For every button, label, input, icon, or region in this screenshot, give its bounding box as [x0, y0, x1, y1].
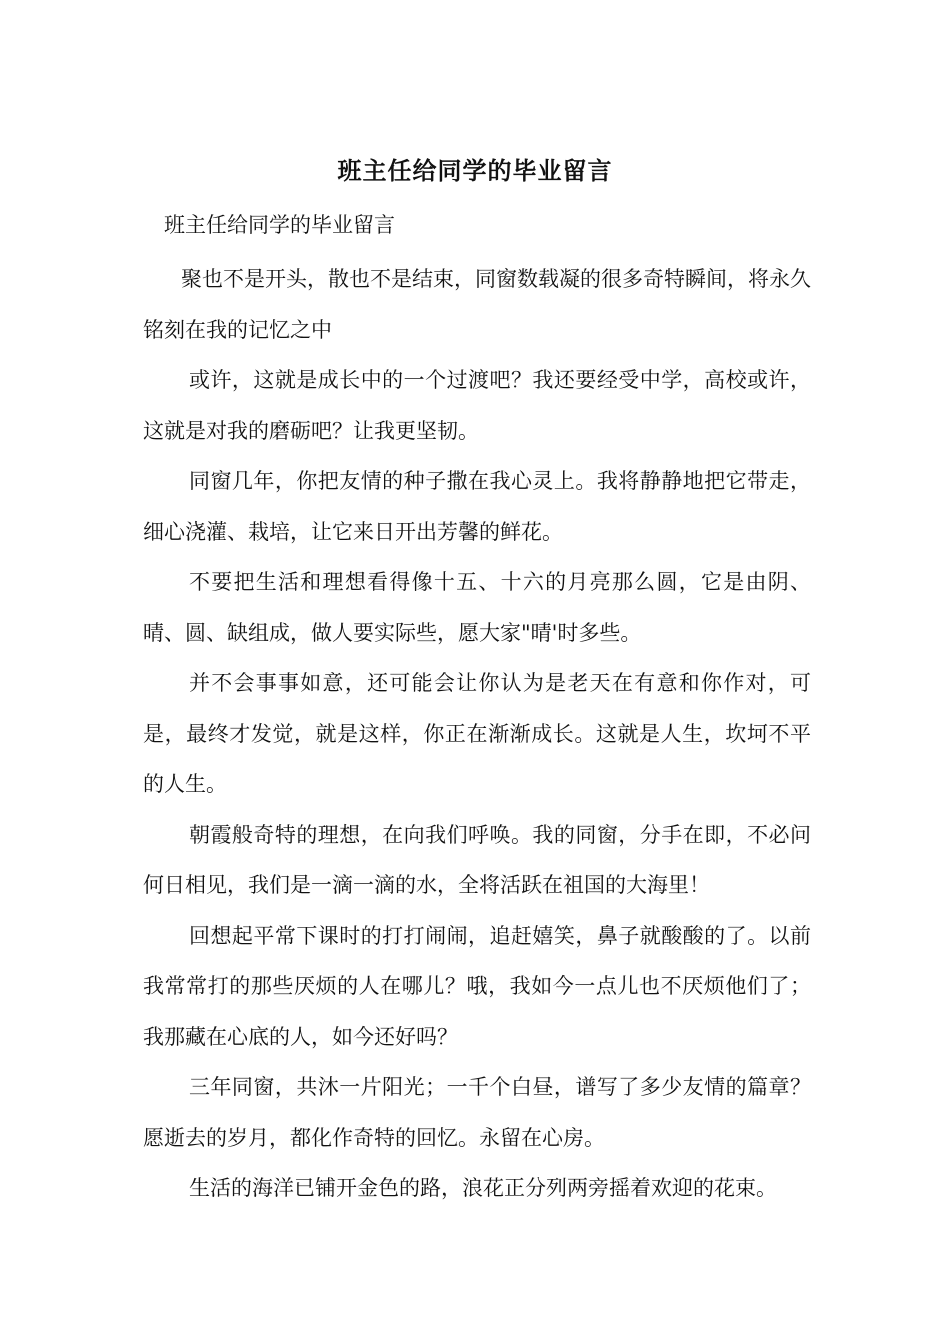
paragraph: 聚也不是开头，散也不是结束，同窗数载凝的很多奇特瞬间，将永久铭刻在我的记忆之中	[143, 267, 811, 342]
paragraph: 朝霞般奇特的理想，在向我们呼唤。我的同窗，分手在即，不必问何日相见，我们是一滴一滴的水，全将活跃在祖国的大海里！	[143, 822, 811, 897]
paragraph: 并不会事事如意，还可能会让你认为是老天在有意和你作对，可是，最终才发觉，就是这样，你正在渐渐成长。这就是人生，坎坷不平的人生。	[143, 671, 811, 796]
document-subtitle: 班主任给同学的毕业留言	[164, 213, 395, 237]
paragraph: 或许，这就是成长中的一个过渡吧？我还要经受中学，高校或许，这就是对我的磨砺吧？让我更坚韧。	[143, 368, 811, 443]
paragraph: 不要把生活和理想看得像十五、十六的月亮那么圆，它是由阴、晴、圆、缺组成，做人要实际些，愿大家"晴'时多些。	[143, 570, 811, 645]
paragraph: 同窗几年，你把友情的种子撒在我心灵上。我将静静地把它带走，细心浇灌、栽培，让它来日开出芳馨的鲜花。	[143, 469, 811, 544]
paragraph: 生活的海洋已铺开金色的路，浪花正分列两旁摇着欢迎的花束。	[189, 1176, 777, 1200]
paragraph: 三年同窗，共沐一片阳光；一千个白昼，谱写了多少友情的篇章？愿逝去的岁月，都化作奇特的回忆。永留在心房。	[143, 1075, 811, 1150]
paragraph: 回想起平常下课时的打打闹闹，追赶嬉笑，鼻子就酸酸的了。以前我常常打的那些厌烦的人在哪儿？哦，我如今一点儿也不厌烦他们了；我那藏在心底的人，如今还好吗？	[143, 923, 811, 1049]
document-body	[143, 254, 811, 1214]
document-title: 班主任给同学的毕业留言	[337, 156, 613, 185]
